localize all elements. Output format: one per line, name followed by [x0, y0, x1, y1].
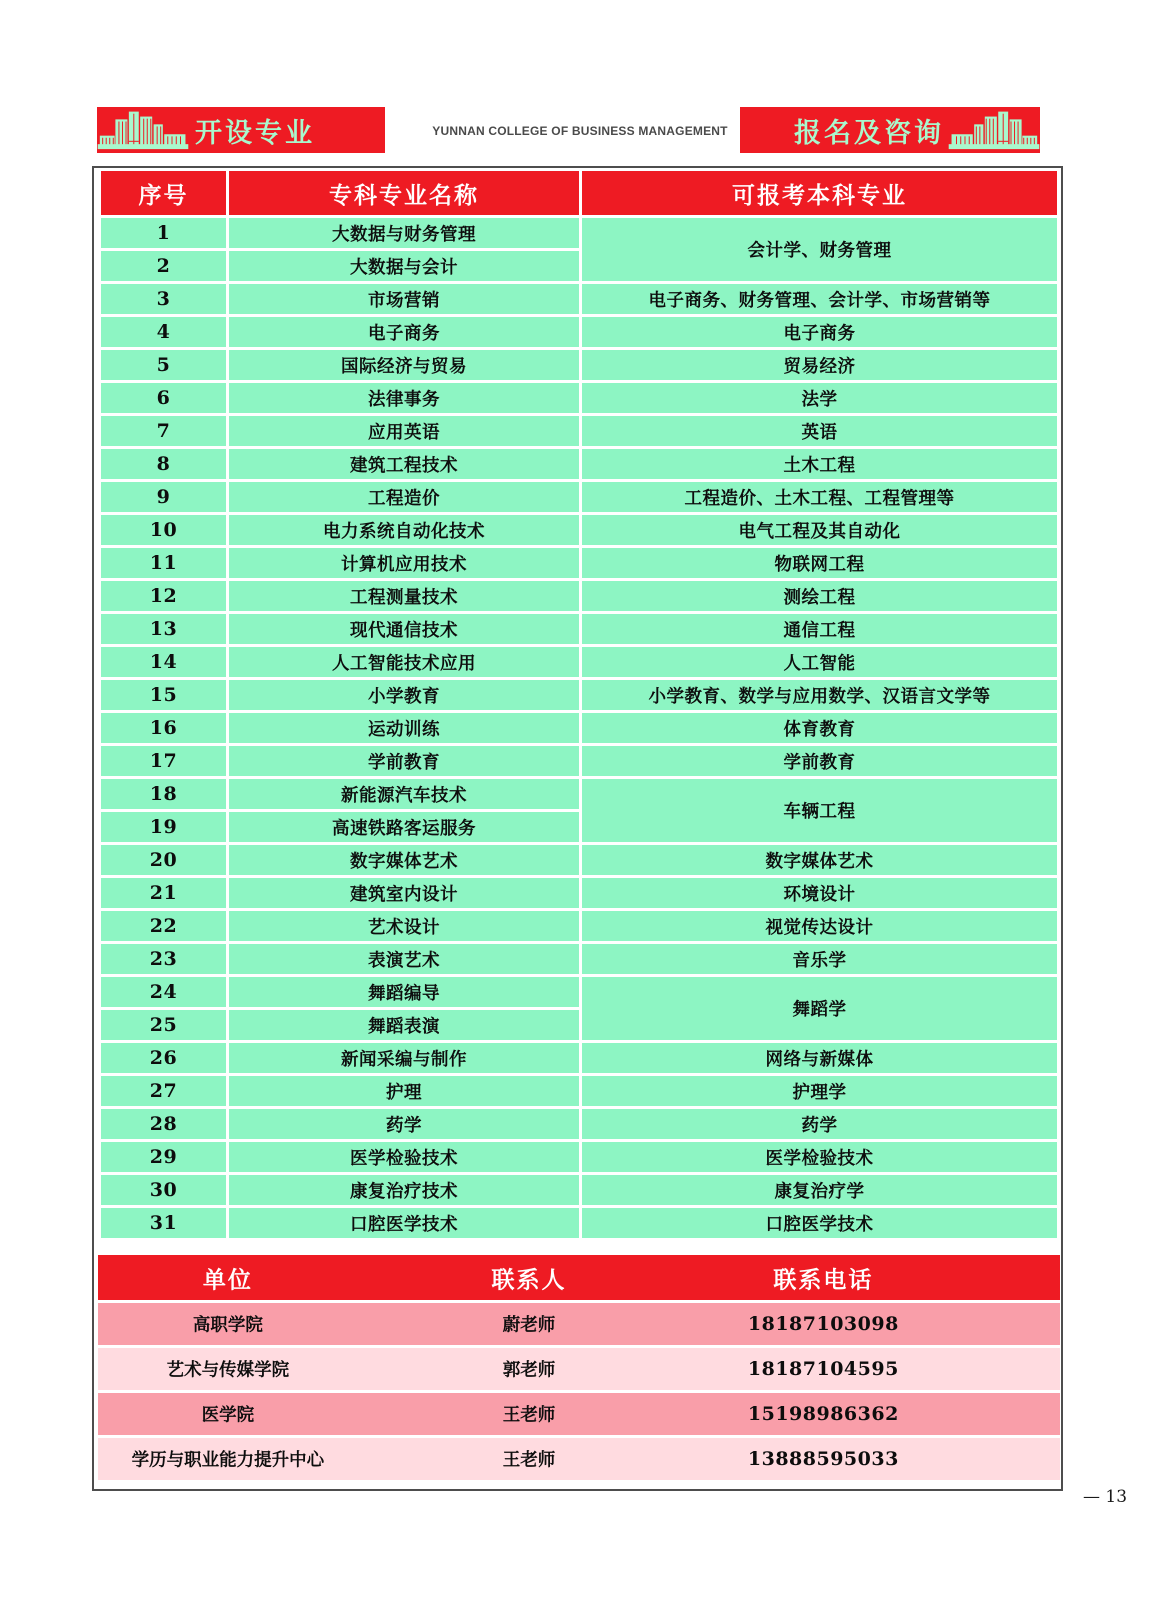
university-name: YUNNAN COLLEGE OF BUSINESS MANAGEMENT: [432, 124, 728, 138]
college-major-cell: 运动训练: [229, 713, 579, 743]
table-row: [101, 779, 1057, 809]
contact-person-cell: 王老师: [502, 1404, 556, 1425]
serial-number-cell: 17: [101, 746, 226, 776]
table-row: [101, 944, 1057, 974]
serial-number-cell: 16: [101, 713, 226, 743]
serial-number-cell: 20: [101, 845, 226, 875]
banner-registration-consulting: [740, 107, 1040, 153]
bachelor-major-cell: 学前教育: [582, 746, 1057, 776]
contact-table: [98, 1255, 1060, 1480]
table-row: [101, 449, 1057, 479]
bachelor-major-cell: 车辆工程: [582, 779, 1057, 842]
college-major-cell: 数字媒体艺术: [229, 845, 579, 875]
college-major-cell: 人工智能技术应用: [229, 647, 579, 677]
contact-row: [98, 1303, 1060, 1345]
serial-number-cell: 5: [101, 350, 226, 380]
bachelor-major-cell: 测绘工程: [582, 581, 1057, 611]
table-row: [101, 284, 1057, 314]
bachelor-major-cell: 护理学: [582, 1076, 1057, 1106]
majors-table-header-row: [101, 171, 1057, 215]
table-row: [101, 350, 1057, 380]
bachelor-major-cell: 医学检验技术: [582, 1142, 1057, 1172]
page-number: — 13: [1083, 1487, 1128, 1507]
contact-row: [98, 1393, 1060, 1435]
table-row: [101, 1043, 1057, 1073]
table-row: [101, 482, 1057, 512]
bachelor-major-cell: 通信工程: [582, 614, 1057, 644]
contact-row: [98, 1348, 1060, 1390]
college-major-cell: 大数据与会计: [229, 251, 579, 281]
bachelor-major-cell: 舞蹈学: [582, 977, 1057, 1040]
college-major-cell: 护理: [229, 1076, 579, 1106]
bachelor-major-cell: 数字媒体艺术: [582, 845, 1057, 875]
college-major-cell: 小学教育: [229, 680, 579, 710]
bachelor-major-cell: 土木工程: [582, 449, 1057, 479]
table-row: [101, 548, 1057, 578]
college-major-cell: 医学检验技术: [229, 1142, 579, 1172]
banner-left-label: 开设专业: [195, 117, 315, 148]
contact-person-cell: 王老师: [502, 1449, 556, 1470]
table-row: [101, 878, 1057, 908]
serial-number-cell: 2: [101, 251, 226, 281]
serial-number-cell: 10: [101, 515, 226, 545]
bachelor-major-cell: 贸易经济: [582, 350, 1057, 380]
college-major-cell: 新能源汽车技术: [229, 779, 579, 809]
contact-phone-cell: 15198986362: [747, 1403, 899, 1425]
serial-number-cell: 4: [101, 317, 226, 347]
college-major-cell: 法律事务: [229, 383, 579, 413]
college-major-cell: 现代通信技术: [229, 614, 579, 644]
bachelor-major-cell: 环境设计: [582, 878, 1057, 908]
college-major-cell: 工程造价: [229, 482, 579, 512]
serial-number-cell: 29: [101, 1142, 226, 1172]
college-major-cell: 药学: [229, 1109, 579, 1139]
serial-number-cell: 8: [101, 449, 226, 479]
table-row: [101, 581, 1057, 611]
bachelor-major-cell: 工程造价、土木工程、工程管理等: [582, 482, 1057, 512]
bachelor-major-cell: 电子商务: [582, 317, 1057, 347]
serial-number-cell: 28: [101, 1109, 226, 1139]
table-row: [101, 977, 1057, 1007]
serial-number-cell: 26: [101, 1043, 226, 1073]
table-row: [101, 1076, 1057, 1106]
serial-number-cell: 30: [101, 1175, 226, 1205]
table-row: [101, 383, 1057, 413]
college-major-cell: 舞蹈编导: [229, 977, 579, 1007]
serial-number-cell: 11: [101, 548, 226, 578]
contact-phone-cell: 18187103098: [747, 1313, 899, 1335]
serial-number-cell: 14: [101, 647, 226, 677]
table-row: [101, 911, 1057, 941]
serial-number-cell: 7: [101, 416, 226, 446]
bachelor-major-cell: 口腔医学技术: [582, 1208, 1057, 1238]
bachelor-major-cell: 会计学、财务管理: [582, 218, 1057, 281]
contact-person-cell: 蔚老师: [502, 1314, 556, 1335]
serial-number-cell: 31: [101, 1208, 226, 1238]
table-row: [101, 515, 1057, 545]
bachelor-major-cell: 网络与新媒体: [582, 1043, 1057, 1073]
majors-table: [98, 168, 1060, 1241]
serial-number-cell: 24: [101, 977, 226, 1007]
table-row: [101, 713, 1057, 743]
contact-table-header-row: [98, 1255, 1060, 1300]
table-row: [101, 647, 1057, 677]
table-row: [101, 845, 1057, 875]
bachelor-major-cell: 电子商务、财务管理、会计学、市场营销等: [582, 284, 1057, 314]
contact-phone-cell: 13888595033: [747, 1448, 899, 1470]
college-major-cell: 应用英语: [229, 416, 579, 446]
campus-building-icon: [97, 110, 189, 150]
contact-unit-cell: 医学院: [201, 1404, 255, 1425]
college-major-cell: 表演艺术: [229, 944, 579, 974]
header-contact-person: 联系人: [491, 1266, 567, 1292]
bachelor-major-cell: 法学: [582, 383, 1057, 413]
table-row: [101, 416, 1057, 446]
contact-row: [98, 1438, 1060, 1480]
bachelor-major-cell: 物联网工程: [582, 548, 1057, 578]
college-major-cell: 工程测量技术: [229, 581, 579, 611]
serial-number-cell: 1: [101, 218, 226, 248]
college-major-cell: 康复治疗技术: [229, 1175, 579, 1205]
contact-person-cell: 郭老师: [502, 1359, 556, 1380]
college-major-cell: 市场营销: [229, 284, 579, 314]
bachelor-major-cell: 视觉传达设计: [582, 911, 1057, 941]
college-major-cell: 计算机应用技术: [229, 548, 579, 578]
bachelor-major-cell: 小学教育、数学与应用数学、汉语言文学等: [582, 680, 1057, 710]
bachelor-major-cell: 人工智能: [582, 647, 1057, 677]
table-row: [101, 1175, 1057, 1205]
banner-right-label: 报名及咨询: [794, 117, 944, 148]
table-row: [101, 1142, 1057, 1172]
serial-number-cell: 12: [101, 581, 226, 611]
header-contact-phone: 联系电话: [773, 1266, 874, 1292]
serial-number-cell: 27: [101, 1076, 226, 1106]
bachelor-major-cell: 英语: [582, 416, 1057, 446]
college-major-cell: 国际经济与贸易: [229, 350, 579, 380]
contact-unit-cell: 艺术与传媒学院: [166, 1359, 290, 1380]
table-row: [101, 317, 1057, 347]
table-row: [101, 1208, 1057, 1238]
banner-open-majors: [97, 107, 385, 153]
serial-number-cell: 21: [101, 878, 226, 908]
serial-number-cell: 3: [101, 284, 226, 314]
header-serial-number: 序号: [101, 171, 226, 215]
table-row: [101, 614, 1057, 644]
serial-number-cell: 13: [101, 614, 226, 644]
bachelor-major-cell: 药学: [582, 1109, 1057, 1139]
table-row: [101, 746, 1057, 776]
college-major-cell: 新闻采编与制作: [229, 1043, 579, 1073]
table-row: [101, 218, 1057, 248]
college-major-cell: 建筑工程技术: [229, 449, 579, 479]
college-major-cell: 电力系统自动化技术: [229, 515, 579, 545]
college-major-cell: 舞蹈表演: [229, 1010, 579, 1040]
college-major-cell: 建筑室内设计: [229, 878, 579, 908]
college-major-cell: 学前教育: [229, 746, 579, 776]
college-major-cell: 艺术设计: [229, 911, 579, 941]
serial-number-cell: 22: [101, 911, 226, 941]
bachelor-major-cell: 电气工程及其自动化: [582, 515, 1057, 545]
college-major-cell: 口腔医学技术: [229, 1208, 579, 1238]
bachelor-major-cell: 音乐学: [582, 944, 1057, 974]
bachelor-major-cell: 康复治疗学: [582, 1175, 1057, 1205]
contact-unit-cell: 学历与职业能力提升中心: [131, 1449, 325, 1470]
serial-number-cell: 19: [101, 812, 226, 842]
serial-number-cell: 6: [101, 383, 226, 413]
serial-number-cell: 25: [101, 1010, 226, 1040]
content-frame: [92, 166, 1063, 1491]
bachelor-major-cell: 体育教育: [582, 713, 1057, 743]
serial-number-cell: 18: [101, 779, 226, 809]
college-major-cell: 大数据与财务管理: [229, 218, 579, 248]
serial-number-cell: 9: [101, 482, 226, 512]
contact-phone-cell: 18187104595: [747, 1358, 899, 1380]
serial-number-cell: 15: [101, 680, 226, 710]
contact-unit-cell: 高职学院: [192, 1314, 263, 1335]
header-unit: 单位: [202, 1266, 253, 1292]
header-college-major: 专科专业名称: [229, 171, 579, 215]
serial-number-cell: 23: [101, 944, 226, 974]
college-major-cell: 高速铁路客运服务: [229, 812, 579, 842]
header-bachelor-major: 可报考本科专业: [582, 171, 1057, 215]
college-major-cell: 电子商务: [229, 317, 579, 347]
campus-building-icon: [948, 110, 1040, 150]
table-row: [101, 680, 1057, 710]
table-row: [101, 1109, 1057, 1139]
